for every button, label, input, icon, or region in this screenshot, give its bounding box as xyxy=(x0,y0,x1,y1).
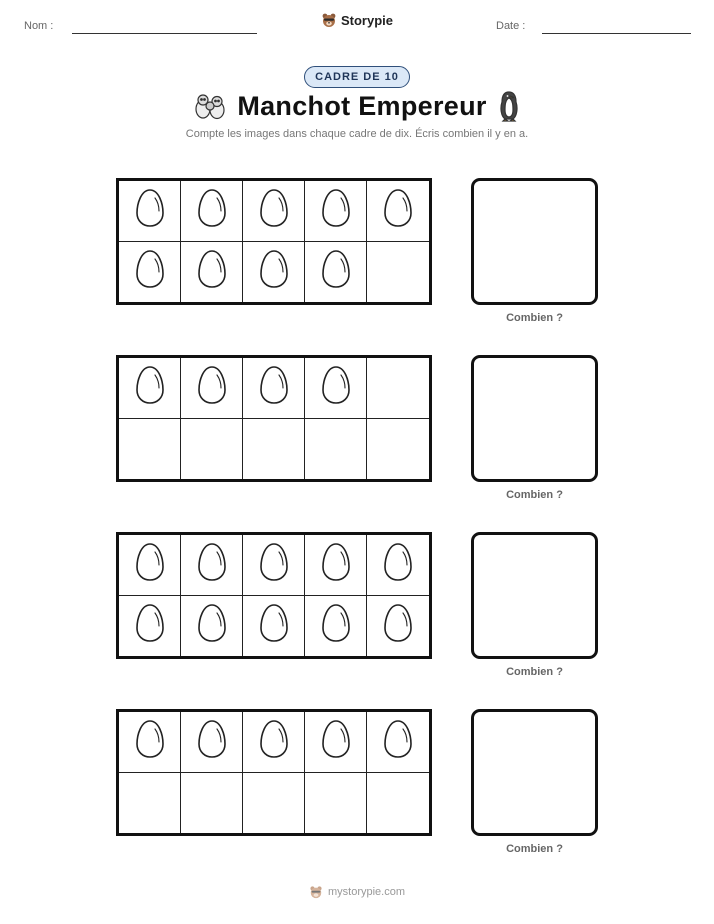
frame-cell xyxy=(305,773,367,834)
frame-cell xyxy=(181,712,243,773)
egg-icon xyxy=(259,719,289,764)
frame-cell xyxy=(243,358,305,419)
egg-icon xyxy=(321,719,351,764)
answer-box-4[interactable] xyxy=(471,709,598,836)
answer-label: Combien ? xyxy=(506,312,563,324)
frame-cell xyxy=(181,242,243,303)
ten-frame-1 xyxy=(116,178,432,305)
frame-cell xyxy=(305,596,367,657)
frame-cell xyxy=(119,242,181,303)
egg-icon xyxy=(197,188,227,233)
date-line[interactable] xyxy=(542,33,691,34)
ten-frame-3 xyxy=(116,532,432,659)
name-label: Nom : xyxy=(24,20,54,32)
title-row xyxy=(0,90,714,122)
egg-icon xyxy=(321,603,351,648)
frame-cell xyxy=(119,773,181,834)
frame-cell xyxy=(243,712,305,773)
egg-icon xyxy=(135,365,165,410)
frame-cell xyxy=(243,535,305,596)
frame-cell xyxy=(367,773,429,834)
answer-box-1[interactable] xyxy=(471,178,598,305)
egg-icon xyxy=(383,188,413,233)
egg-icon xyxy=(259,542,289,587)
egg-icon xyxy=(135,249,165,294)
frame-cell xyxy=(367,596,429,657)
egg-icon xyxy=(197,719,227,764)
name-line[interactable] xyxy=(72,33,257,34)
answer-box-3[interactable] xyxy=(471,532,598,659)
egg-icon xyxy=(259,603,289,648)
egg-icon xyxy=(259,249,289,294)
category-badge: CADRE DE 10 xyxy=(304,66,410,88)
frame-cell xyxy=(243,242,305,303)
frame-cell xyxy=(119,358,181,419)
answer-label: Combien ? xyxy=(506,489,563,501)
frame-cell xyxy=(181,358,243,419)
egg-icon xyxy=(321,365,351,410)
egg-icon xyxy=(197,542,227,587)
bear-mascot-icon xyxy=(321,12,337,28)
ten-frame-2 xyxy=(116,355,432,482)
egg-icon xyxy=(383,542,413,587)
frame-cell xyxy=(305,242,367,303)
answer-label: Combien ? xyxy=(506,666,563,678)
egg-icon xyxy=(383,719,413,764)
footer xyxy=(0,885,714,899)
egg-icon xyxy=(197,603,227,648)
frame-cell xyxy=(367,419,429,480)
frame-cell xyxy=(243,419,305,480)
egg-icon xyxy=(321,542,351,587)
frame-cell xyxy=(243,181,305,242)
frame-cell xyxy=(181,419,243,480)
frame-cell xyxy=(305,535,367,596)
date-label: Date : xyxy=(496,20,526,32)
instructions: Compte les images dans chaque cadre de dix. Écris combien il y en a. xyxy=(185,128,529,140)
egg-icon xyxy=(197,365,227,410)
frame-cell xyxy=(181,596,243,657)
egg-icon xyxy=(259,365,289,410)
frame-cell xyxy=(119,181,181,242)
egg-icon xyxy=(135,188,165,233)
egg-icon xyxy=(383,603,413,648)
frame-cell xyxy=(119,596,181,657)
egg-icon xyxy=(321,249,351,294)
frame-cell xyxy=(181,181,243,242)
answer-box-2[interactable] xyxy=(471,355,598,482)
egg-icon xyxy=(135,603,165,648)
egg-icon xyxy=(135,542,165,587)
penguin-icon xyxy=(497,90,521,122)
egg-icon xyxy=(259,188,289,233)
egg-icon xyxy=(135,719,165,764)
frame-cell xyxy=(243,773,305,834)
frame-cell xyxy=(181,535,243,596)
frame-cell xyxy=(305,712,367,773)
answer-label: Combien ? xyxy=(506,843,563,855)
frame-cell xyxy=(305,419,367,480)
brand-logo xyxy=(0,12,714,28)
frame-cell xyxy=(243,596,305,657)
frame-cell xyxy=(367,358,429,419)
brand-name: Storypie xyxy=(340,12,393,28)
frame-cell xyxy=(119,419,181,480)
frame-cell xyxy=(367,242,429,303)
bear-mascot-icon xyxy=(309,885,323,899)
ten-frame-4 xyxy=(116,709,432,836)
frame-cell xyxy=(367,712,429,773)
frame-cell xyxy=(119,712,181,773)
footer-site: mystorypie.com xyxy=(327,886,406,898)
frame-cell xyxy=(119,535,181,596)
frame-cell xyxy=(305,181,367,242)
page-title: Manchot Empereur xyxy=(237,90,487,121)
egg-icon xyxy=(321,188,351,233)
penguin-chicks-icon xyxy=(193,92,227,120)
frame-cell xyxy=(367,181,429,242)
egg-icon xyxy=(197,249,227,294)
frame-cell xyxy=(305,358,367,419)
frame-cell xyxy=(181,773,243,834)
frame-cell xyxy=(367,535,429,596)
